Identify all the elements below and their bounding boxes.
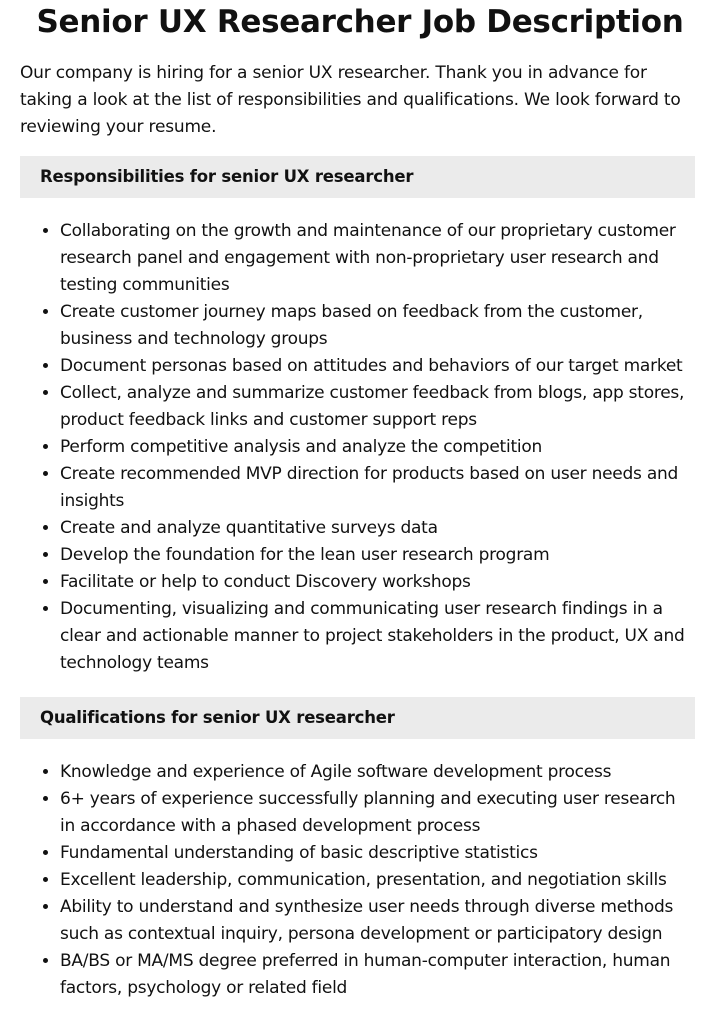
list-item: • Fundamental understanding of basic descriptive statistics <box>60 840 695 867</box>
list-item: • Excellent leadership, communication, presentation, and negotiation skills <box>60 867 695 894</box>
list-item: • 6+ years of experience successfully planning and executing user research in accordance with a phased development process <box>60 786 695 840</box>
list-item: • Create and analyze quantitative surveys data <box>60 515 695 542</box>
responsibilities-list <box>20 218 695 677</box>
intro-paragraph: Our company is hiring for a senior UX researcher. Thank you in advance for taking a look at the list of responsibilities and qualifications. We look forward to reviewing your resume. <box>20 63 681 137</box>
list-item: • Create recommended MVP direction for products based on user needs and insights <box>60 461 695 515</box>
list-item: • Collect, analyze and summarize customer feedback from blogs, app stores, product feedback links and customer support reps <box>60 380 695 434</box>
page-title: Senior UX Researcher Job Description <box>36 4 684 40</box>
list-item: • Develop the foundation for the lean user research program <box>60 542 695 569</box>
list-item: • Document personas based on attitudes and behaviors of our target market <box>60 353 695 380</box>
list-item: • Ability to understand and synthesize user needs through diverse methods such as contextual inquiry, persona development or participatory design <box>60 894 695 948</box>
responsibilities-heading: Responsibilities for senior UX researcher <box>20 156 695 198</box>
list-item: • Knowledge and experience of Agile software development process <box>60 759 695 786</box>
list-item: • Create customer journey maps based on feedback from the customer, business and technology groups <box>60 299 695 353</box>
list-item: • Documenting, visualizing and communicating user research findings in a clear and actionable manner to project stakeholders in the product, UX and technology teams <box>60 596 695 677</box>
list-item: • Facilitate or help to conduct Discovery workshops <box>60 569 695 596</box>
qualifications-heading: Qualifications for senior UX researcher <box>20 697 695 739</box>
list-item: • Collaborating on the growth and maintenance of our proprietary customer research panel and engagement with non-proprietary user research and testing communities <box>60 218 695 299</box>
list-item: • BA/BS or MA/MS degree preferred in human-computer interaction, human factors, psychology or related field <box>60 948 695 1002</box>
qualifications-list <box>20 759 695 1002</box>
list-item: • Perform competitive analysis and analyze the competition <box>60 434 695 461</box>
